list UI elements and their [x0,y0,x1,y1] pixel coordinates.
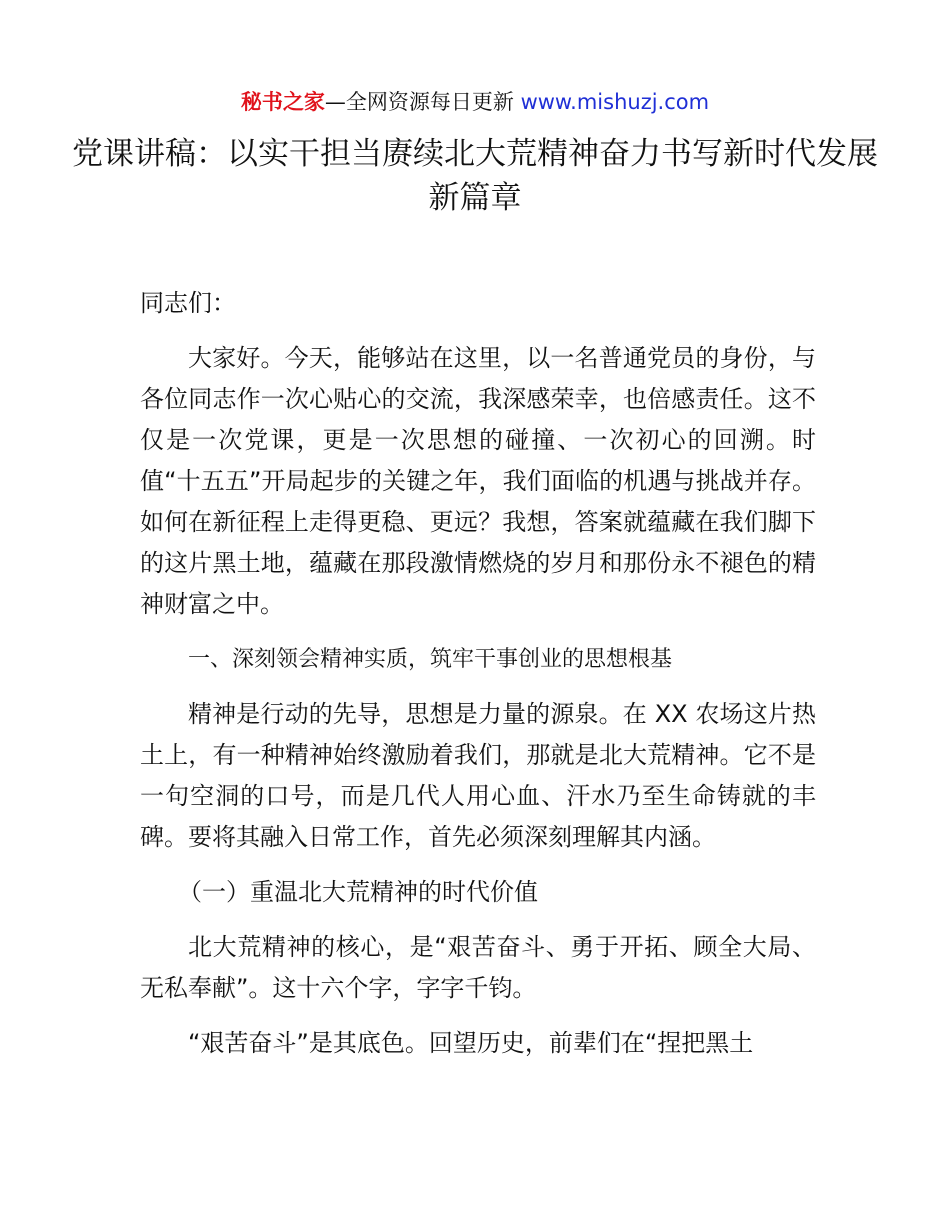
header-tagline: —全网资源每日更新 [324,90,521,114]
document-body [140,283,816,1078]
brand-name: 秘书之家 [240,90,325,114]
subsection-paragraph-1: 北大荒精神的核心，是“艰苦奋斗、勇于开拓、顾全大局、无私奉献”。这十六个字，字字千钧。 [140,933,816,1002]
greeting: 同志们： [140,289,236,317]
subsection-heading: （一）重温北大荒精神的时代价值 [178,878,538,906]
site-header [0,88,950,116]
section-heading: 一、深刻领会精神实质，筑牢干事创业的思想根基 [188,647,673,672]
section-paragraph: 精神是行动的先导，思想是力量的源泉。在 XX 农场这片热土上，有一种精神始终激励着我们，那就是北大荒精神。它不是一句空洞的口号，而是几代人用心血、汗水乃至生命铸就的丰碑。要将其融入日常工作，首先必须深刻理解其内涵。 [140,700,816,851]
site-url-link[interactable]: www.mishuzj.com [520,90,710,114]
subsection-paragraph-2: “艰苦奋斗”是其底色。回望历史，前辈们在“捏把黑土 [188,1029,754,1057]
document-title: 党课讲稿：以实干担当赓续北大荒精神奋力书写新时代发展新篇章 [72,136,878,216]
intro-paragraph: 大家好。今天，能够站在这里，以一名普通党员的身份，与各位同志作一次心贴心的交流，我深感荣幸，也倍感责任。这不仅是一次党课，更是一次思想的碰撞、一次初心的回溯。时值“十五五”开局起步的关键之年，我们面临的机遇与挑战并存。如何在新征程上走得更稳、更远？我想，答案就蕴藏在我们脚下的这片黑土地，蕴藏在那段激情燃烧的岁月和那份永不褪色的精神财富之中。 [140,344,816,618]
